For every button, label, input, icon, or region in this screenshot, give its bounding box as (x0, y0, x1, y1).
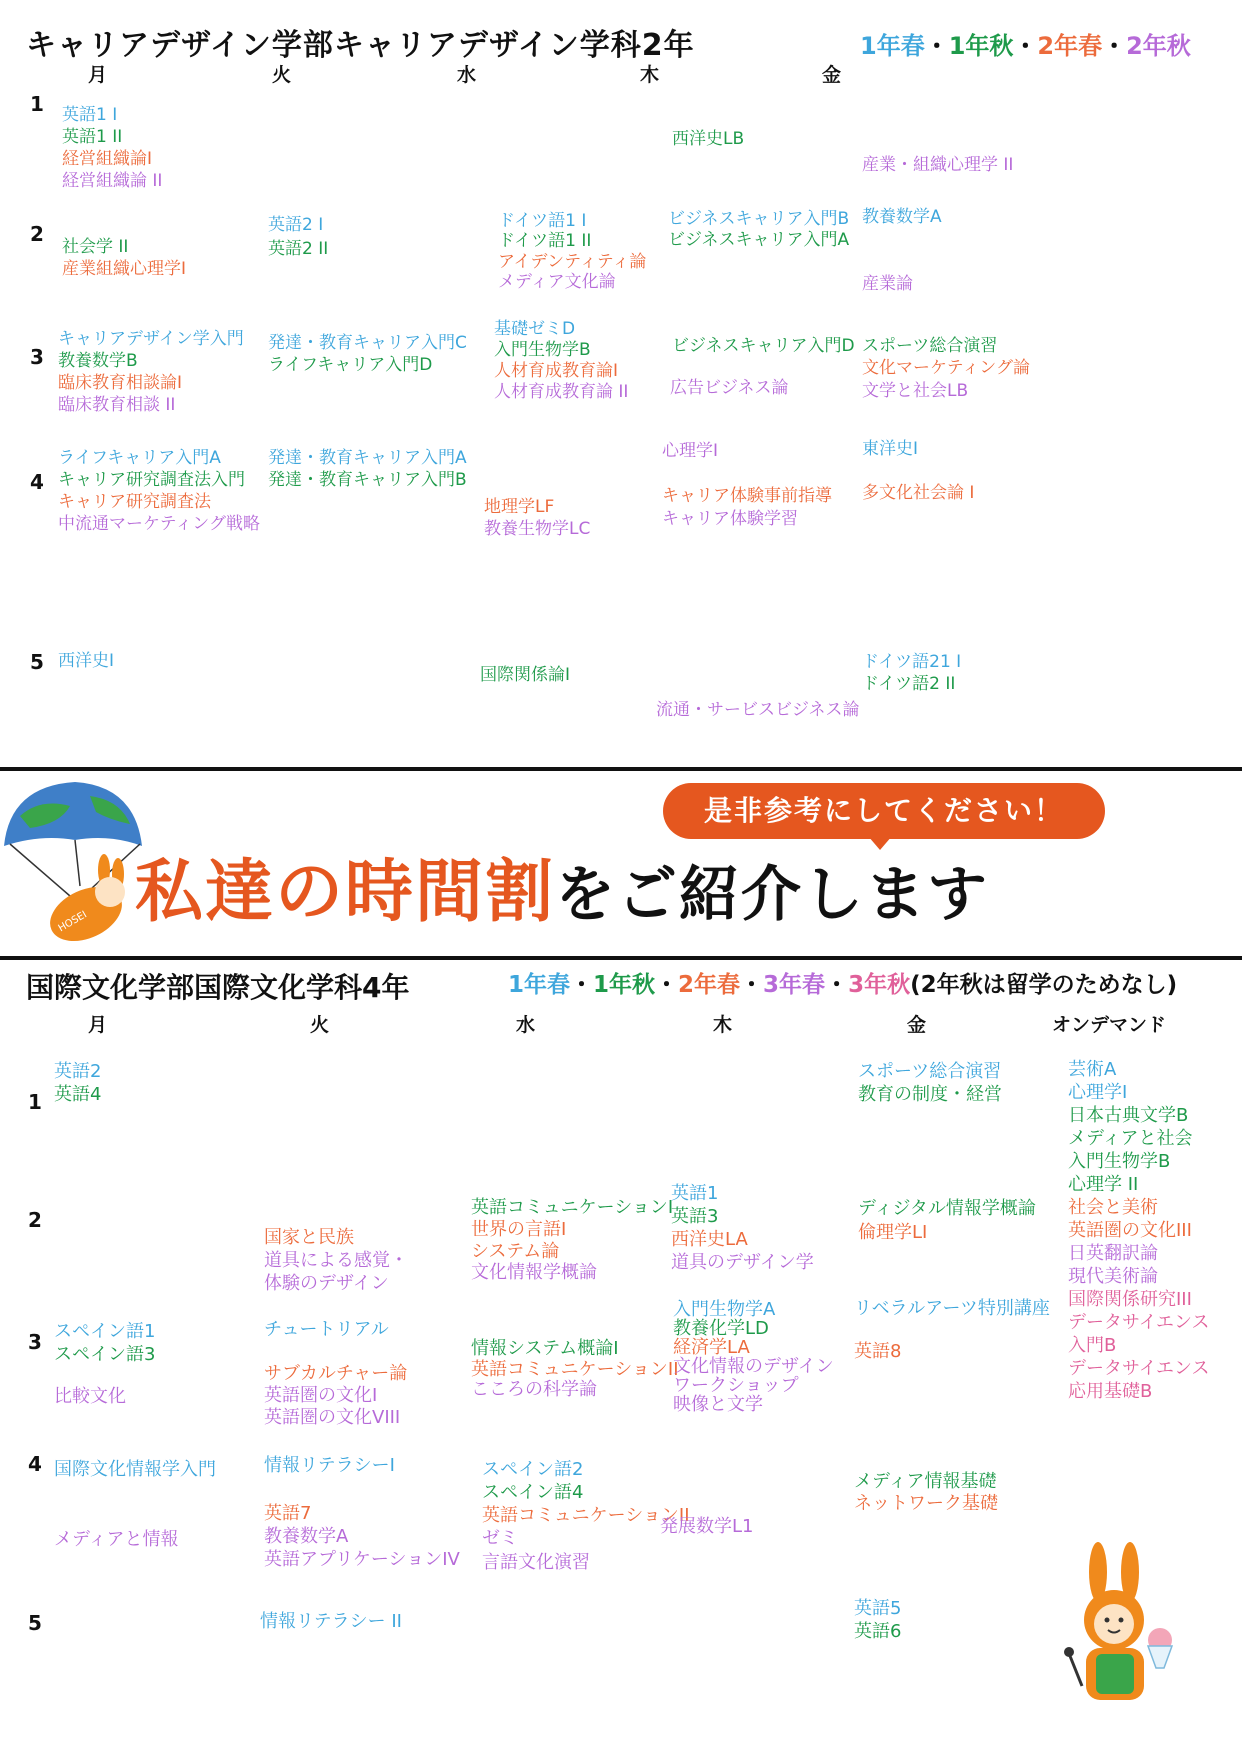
course-item: 英語1 I (62, 105, 118, 125)
course-item: 国際文化情報学入門 (54, 1459, 216, 1480)
course-item: ドイツ語1 I (498, 211, 587, 231)
course-item: スポーツ総合演習 (862, 336, 998, 356)
course-item: 応用基礎B (1068, 1381, 1153, 1402)
course-item: データサイエンス (1068, 1358, 1210, 1379)
course-item: 道具による感覚・ (264, 1250, 408, 1271)
day-header: 金 (907, 1014, 927, 1036)
period-label: 2 (28, 1208, 42, 1232)
spoon-icon (1064, 1647, 1074, 1657)
section1-legend (860, 26, 1191, 61)
course-item: 言語文化演習 (482, 1552, 590, 1573)
course-item: 国家と民族 (264, 1227, 354, 1248)
course-item: 英語2 (54, 1061, 102, 1082)
course-item: ビジネスキャリア入門A (668, 230, 850, 250)
course-item: チュートリアル (264, 1319, 389, 1340)
course-item: 英語圏の文化III (1068, 1220, 1192, 1241)
banner-headline-red: 私達の時間割 (135, 853, 556, 932)
course-item: 入門生物学B (494, 340, 591, 360)
day-header: 木 (640, 64, 660, 86)
bottom-divider (0, 956, 1242, 960)
course-item: 社会と美術 (1068, 1197, 1158, 1218)
course-item: 広告ビジネス論 (670, 378, 789, 398)
course-item: ワークショップ (673, 1375, 799, 1396)
legend-item: ・ (1102, 32, 1127, 60)
course-item: 教養生物学LC (484, 519, 591, 539)
course-item: 発達・教育キャリア入門B (268, 470, 467, 490)
course-item: サブカルチャー論 (264, 1363, 408, 1384)
course-item: ゼミ (482, 1528, 518, 1549)
course-item: 社会学 II (62, 237, 129, 257)
course-item: 西洋史LA (671, 1229, 748, 1250)
mascot-face (95, 877, 125, 907)
period-label: 5 (28, 1611, 42, 1635)
course-item: キャリア研究調査法入門 (58, 470, 245, 490)
course-item: キャリアデザイン学入門 (58, 329, 244, 349)
period-label: 4 (30, 470, 44, 494)
course-item: 比較文化 (54, 1386, 126, 1407)
day-header: 水 (516, 1014, 536, 1036)
course-item: アイデンティティ論 (498, 252, 647, 272)
day-header: 火 (272, 64, 292, 86)
course-item: 文化情報のデザイン (673, 1356, 834, 1377)
course-item: 発達・教育キャリア入門C (268, 333, 467, 353)
course-item: システム論 (471, 1241, 560, 1262)
course-item: 多文化社会論 I (862, 483, 975, 503)
course-item: 国際関係研究III (1068, 1289, 1192, 1310)
course-item: ドイツ語21 I (862, 652, 962, 672)
section1-title: キャリアデザイン学部キャリアデザイン学科2年 (26, 28, 695, 63)
course-item: ドイツ語2 II (862, 674, 956, 694)
course-item: 情報リテラシーI (264, 1455, 395, 1476)
course-item: ビジネスキャリア入門D (672, 336, 855, 356)
course-item: 産業・組織心理学 II (862, 155, 1014, 175)
legend-item: 3年春 (763, 972, 826, 998)
legend-item: 1年秋 (593, 972, 656, 998)
course-item: 英語圏の文化I (264, 1385, 378, 1406)
course-item: ドイツ語1 II (498, 231, 592, 251)
course-item: 英語コミュニケーションI (471, 1197, 674, 1218)
course-item: スペイン語1 (54, 1321, 156, 1342)
course-item: 英語6 (854, 1621, 902, 1642)
course-item: 英語2 II (268, 239, 329, 259)
course-item: ビジネスキャリア入門B (668, 209, 850, 229)
legend-item: 1年春 (860, 32, 925, 60)
course-item: 教養数学A (862, 207, 942, 227)
legend-item: 1年秋 (948, 32, 1014, 60)
course-item: 産業論 (862, 274, 913, 294)
course-item: 入門生物学A (673, 1299, 776, 1320)
parachute-mascot-illustration (0, 776, 150, 948)
period-label: 4 (28, 1452, 42, 1476)
course-item: ネットワーク基礎 (854, 1493, 998, 1514)
course-item: キャリア研究調査法 (58, 492, 211, 512)
period-label: 3 (30, 345, 44, 369)
course-item: ライフキャリア入門A (58, 448, 221, 468)
course-item: 教養数学A (264, 1526, 349, 1547)
course-item: 英語アプリケーションIV (264, 1549, 460, 1570)
course-item: 中流通マーケティング戦略 (58, 514, 260, 534)
course-item: 心理学 II (1068, 1174, 1139, 1195)
day-header: 火 (310, 1014, 330, 1036)
legend-item: 2年春 (1037, 32, 1103, 60)
course-item: 映像と文学 (673, 1394, 763, 1415)
course-item: 地理学LF (484, 497, 555, 517)
legend-item: ・ (570, 972, 594, 998)
course-item: 道具のデザイン学 (671, 1252, 814, 1273)
period-label: 2 (30, 222, 44, 246)
course-item: 流通・サービスビジネス論 (656, 700, 860, 720)
course-item: ライフキャリア入門D (268, 355, 433, 375)
course-item: スポーツ総合演習 (858, 1061, 1002, 1082)
banner-headline (135, 838, 989, 935)
course-item: メディアと社会 (1068, 1128, 1193, 1149)
course-item: 芸術A (1068, 1059, 1117, 1080)
course-item: 西洋史LB (672, 129, 745, 149)
course-item: 人材育成教育論 II (494, 382, 629, 402)
period-label: 5 (30, 650, 44, 674)
course-item: 経済学LA (673, 1337, 750, 1358)
recommend-bubble-text: 是非参考にしてください！ (703, 794, 1064, 827)
course-item: 経営組織論I (62, 149, 153, 169)
course-item: 教養数学B (58, 351, 138, 371)
day-header: 木 (713, 1014, 733, 1036)
section2-title: 国際文化学部国際文化学科4年 (26, 971, 410, 1004)
course-item: 心理学I (1068, 1082, 1128, 1103)
course-item: 心理学I (662, 441, 719, 461)
legend-item: 1年春 (508, 972, 571, 998)
legend-item: ・ (924, 32, 949, 60)
day-header: オンデマンド (1052, 1014, 1167, 1036)
legend-item: (2年秋は留学のためなし) (910, 972, 1178, 998)
course-item: 英語1 II (62, 127, 123, 147)
period-label: 1 (28, 1090, 42, 1114)
course-item: 基礎ゼミD (494, 319, 576, 339)
day-header: 月 (88, 64, 108, 86)
course-item: 英語1 (671, 1183, 719, 1204)
legend-item: ・ (655, 972, 679, 998)
course-item: メディア文化論 (498, 272, 616, 292)
course-item: 倫理学LI (858, 1222, 928, 1243)
mascot-with-dessert-illustration (1060, 1536, 1180, 1708)
course-item: 西洋史I (58, 651, 115, 671)
course-item: 国際関係論I (480, 665, 571, 685)
course-item: 世界の言語I (471, 1219, 567, 1240)
course-item: 教育の制度・経営 (858, 1084, 1002, 1105)
course-item: 入門生物学B (1068, 1151, 1171, 1172)
course-item: スペイン語3 (54, 1344, 156, 1365)
course-item: 人材育成教育論I (494, 361, 619, 381)
course-item: メディア情報基礎 (854, 1471, 997, 1492)
banner-headline-black: をご紹介します (555, 860, 990, 930)
course-item: 日本古典文学B (1068, 1105, 1189, 1126)
legend-item: 2年春 (678, 972, 741, 998)
legend-item: 3年秋 (848, 972, 911, 998)
course-item: 英語コミュニケーションII (482, 1505, 690, 1526)
legend-item: 2年秋 (1126, 32, 1191, 60)
period-label: 1 (30, 92, 44, 116)
legend-item: ・ (1013, 32, 1038, 60)
course-item: 入門B (1068, 1335, 1117, 1356)
course-item: 教養化学LD (673, 1318, 769, 1339)
course-item: キャリア体験学習 (662, 509, 798, 529)
course-item: 文化情報学概論 (471, 1262, 597, 1283)
section2-legend (508, 966, 1177, 999)
course-item: 英語5 (854, 1598, 902, 1619)
course-item: 文学と社会LB (862, 381, 969, 401)
course-item: 現代美術論 (1068, 1266, 1158, 1287)
course-item: 経営組織論 II (62, 171, 163, 191)
course-item: 文化マーケティング論 (862, 358, 1030, 378)
mascot-face (1094, 1604, 1134, 1644)
course-item: 日英翻訳論 (1068, 1243, 1158, 1264)
course-item: 英語コミュニケーションII (471, 1359, 679, 1380)
course-item: キャリア体験事前指導 (662, 486, 832, 506)
course-item: 英語7 (264, 1503, 312, 1524)
course-item: 体験のデザイン (264, 1273, 389, 1294)
course-item: 英語3 (671, 1206, 719, 1227)
course-item: 情報システム概論I (471, 1338, 619, 1359)
course-item: こころの科学論 (471, 1379, 597, 1400)
course-item: 情報リテラシー II (260, 1611, 402, 1632)
period-label: 3 (28, 1330, 42, 1354)
svg-text:HOSEI: HOSEI (56, 909, 89, 935)
course-item: 臨床教育相談論I (58, 373, 183, 393)
course-item: スペイン語2 (482, 1459, 584, 1480)
course-item: 英語2 I (268, 215, 324, 235)
course-item: 英語4 (54, 1084, 102, 1105)
legend-item: ・ (740, 972, 764, 998)
course-item: 英語8 (854, 1341, 902, 1362)
course-item: 臨床教育相談 II (58, 395, 176, 415)
course-item: 東洋史I (862, 439, 919, 459)
course-item: 発展数学L1 (660, 1516, 754, 1537)
course-item: 英語圏の文化VIII (264, 1407, 401, 1428)
course-item: ディジタル情報学概論 (858, 1198, 1036, 1219)
course-item: 発達・教育キャリア入門A (268, 448, 467, 468)
course-item: メディアと情報 (54, 1529, 179, 1550)
top-divider (0, 767, 1242, 771)
legend-item: ・ (825, 972, 849, 998)
day-header: 月 (88, 1014, 108, 1036)
day-header: 金 (822, 64, 842, 86)
course-item: データサイエンス (1068, 1312, 1210, 1333)
day-header: 水 (457, 64, 477, 86)
course-item: スペイン語4 (482, 1482, 584, 1503)
course-item: 産業組織心理学I (62, 259, 187, 279)
course-item: リベラルアーツ特別講座 (854, 1298, 1050, 1319)
